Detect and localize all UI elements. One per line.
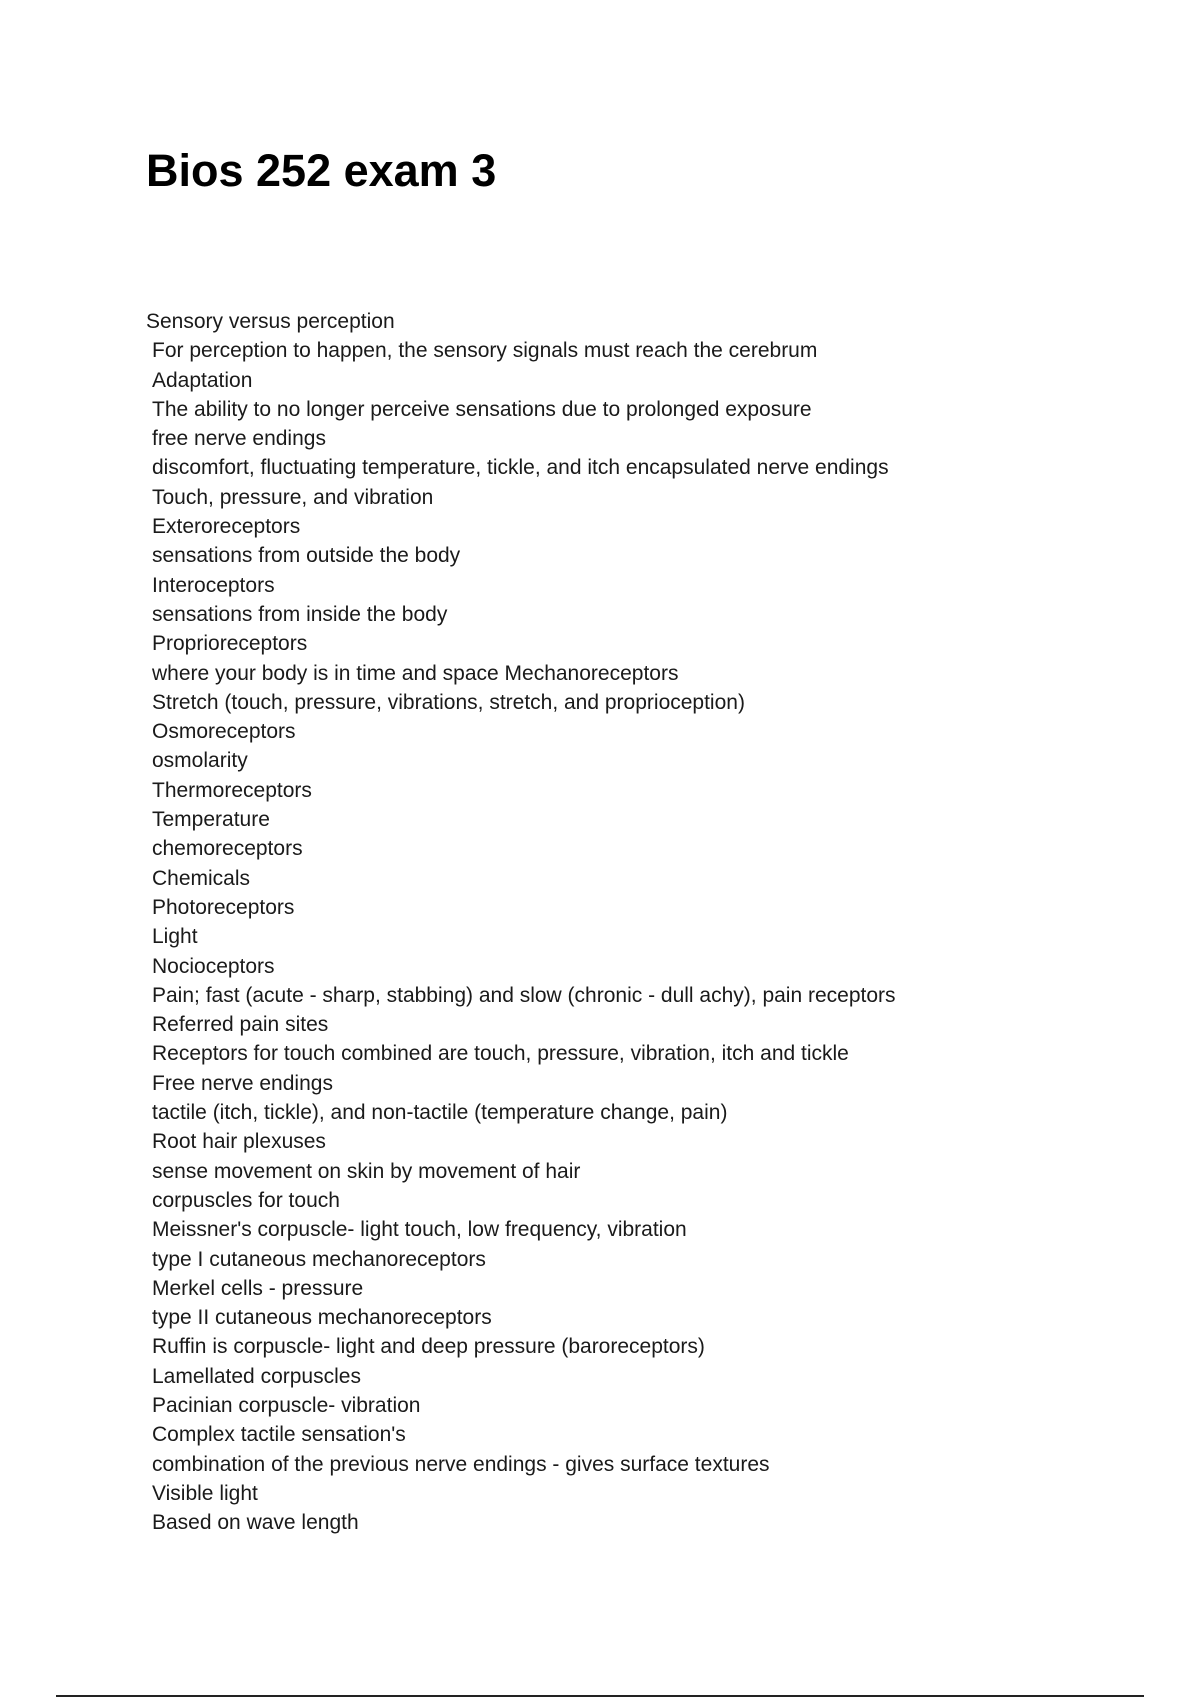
note-line: Receptors for touch combined are touch, pressure, vibration, itch and tickle xyxy=(152,1042,849,1066)
note-line: Pacinian corpuscle- vibration xyxy=(152,1393,421,1417)
note-line: Interoceptors xyxy=(152,573,275,597)
note-line: Touch, pressure, and vibration xyxy=(152,485,434,509)
note-line: type I cutaneous mechanoreceptors xyxy=(152,1247,486,1271)
note-line: chemoreceptors xyxy=(152,837,303,861)
note-line: Light xyxy=(152,925,198,949)
note-line: sensations from outside the body xyxy=(152,544,461,568)
note-line: Free nerve endings xyxy=(152,1071,333,1095)
note-line: Merkel cells - pressure xyxy=(152,1276,364,1300)
note-line: Ruffin is corpuscle- light and deep pressure (baroreceptors) xyxy=(152,1335,705,1359)
note-line: For perception to happen, the sensory signals must reach the cerebrum xyxy=(152,339,818,363)
note-line: Pain; fast (acute - sharp, stabbing) and slow (chronic - dull achy), pain receptors xyxy=(152,983,896,1007)
note-line: Based on wave length xyxy=(152,1511,359,1535)
note-line: Adaptation xyxy=(152,368,253,392)
note-line: sense movement on skin by movement of hair xyxy=(152,1159,581,1183)
note-line: Thermoreceptors xyxy=(152,778,312,802)
note-line: type II cutaneous mechanoreceptors xyxy=(152,1306,492,1330)
note-line: Temperature xyxy=(152,808,270,832)
note-line: Lamellated corpuscles xyxy=(152,1364,361,1388)
note-line: Proprioreceptors xyxy=(152,632,308,656)
note-line: Chemicals xyxy=(152,866,251,890)
document-title: Bios 252 exam 3 xyxy=(146,145,497,196)
note-line: Stretch (touch, pressure, vibrations, stretch, and proprioception) xyxy=(152,690,745,714)
note-line: where your body is in time and space Mechanoreceptors xyxy=(152,661,679,685)
note-line: tactile (itch, tickle), and non-tactile (temperature change, pain) xyxy=(152,1101,728,1125)
note-line: osmolarity xyxy=(152,749,248,773)
note-line: Nocioceptors xyxy=(152,954,275,978)
notes-list xyxy=(146,307,1146,1537)
note-line: free nerve endings xyxy=(152,427,326,451)
note-line: sensations from inside the body xyxy=(152,602,448,626)
note-line: corpuscles for touch xyxy=(152,1188,340,1212)
note-line: Referred pain sites xyxy=(152,1013,329,1037)
note-line: Photoreceptors xyxy=(152,895,295,919)
note-line: Complex tactile sensation's xyxy=(152,1423,406,1447)
note-line: Root hair plexuses xyxy=(152,1130,326,1154)
note-line: Meissner's corpuscle- light touch, low frequency, vibration xyxy=(152,1218,687,1242)
note-line: discomfort, fluctuating temperature, tickle, and itch encapsulated nerve endings xyxy=(152,456,889,480)
note-line: Osmoreceptors xyxy=(152,720,296,744)
note-line: Visible light xyxy=(152,1481,258,1505)
note-line: Sensory versus perception xyxy=(146,310,395,333)
note-line: The ability to no longer perceive sensations due to prolonged exposure xyxy=(152,397,812,421)
note-line: Exteroreceptors xyxy=(152,515,301,539)
note-line: combination of the previous nerve endings - gives surface textures xyxy=(152,1452,770,1476)
page-footer-divider xyxy=(56,1695,1144,1697)
